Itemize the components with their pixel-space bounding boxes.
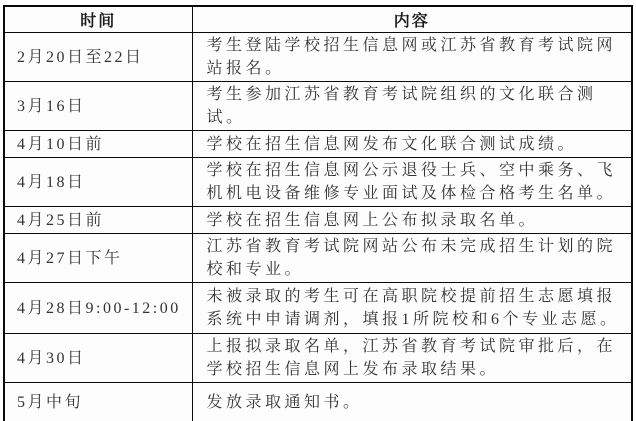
time-cell: 4月10日前 (4, 131, 192, 158)
content-cell: 发放录取通知书。 (192, 383, 632, 421)
header-row (4, 6, 632, 33)
time-cell: 4月28日9:00-12:00 (4, 283, 192, 334)
time-cell: 5月中旬 (4, 383, 192, 421)
enrollment-schedule-table (3, 5, 633, 421)
content-cell: 学校在招生信息网发布文化联合测试成绩。 (192, 131, 632, 158)
header-cell-content: 内容 (192, 6, 632, 33)
content-cell: 考生登陆学校招生信息网或江苏省教育考试院网站报名。 (192, 33, 632, 82)
time-cell: 3月16日 (4, 82, 192, 131)
content-cell: 学校在招生信息网公示退役士兵、空中乘务、飞机机电设备维修专业面试及体检合格考生名单。 (192, 158, 632, 207)
table-row (4, 383, 632, 421)
content-cell: 上报拟录取名单，江苏省教育考试院审批后，在学校招生信息网上发布录取结果。 (192, 334, 632, 383)
table-row (4, 158, 632, 207)
table-row (4, 234, 632, 283)
time-cell: 2月20日至22日 (4, 33, 192, 82)
table-row (4, 334, 632, 383)
time-cell: 4月25日前 (4, 207, 192, 234)
table-row (4, 82, 632, 131)
time-cell: 4月18日 (4, 158, 192, 207)
time-cell: 4月27日下午 (4, 234, 192, 283)
time-cell: 4月30日 (4, 334, 192, 383)
content-cell: 江苏省教育考试院网站公布未完成招生计划的院校和专业。 (192, 234, 632, 283)
table-row (4, 283, 632, 334)
table-row (4, 207, 632, 234)
content-cell: 考生参加江苏省教育考试院组织的文化联合测试。 (192, 82, 632, 131)
header-cell-time: 时间 (4, 6, 192, 33)
content-cell: 未被录取的考生可在高职院校提前招生志愿填报系统中申请调剂，填报1所院校和6个专业志愿。 (192, 283, 632, 334)
table-row (4, 131, 632, 158)
table-row (4, 33, 632, 82)
content-cell: 学校在招生信息网上公布拟录取名单。 (192, 207, 632, 234)
